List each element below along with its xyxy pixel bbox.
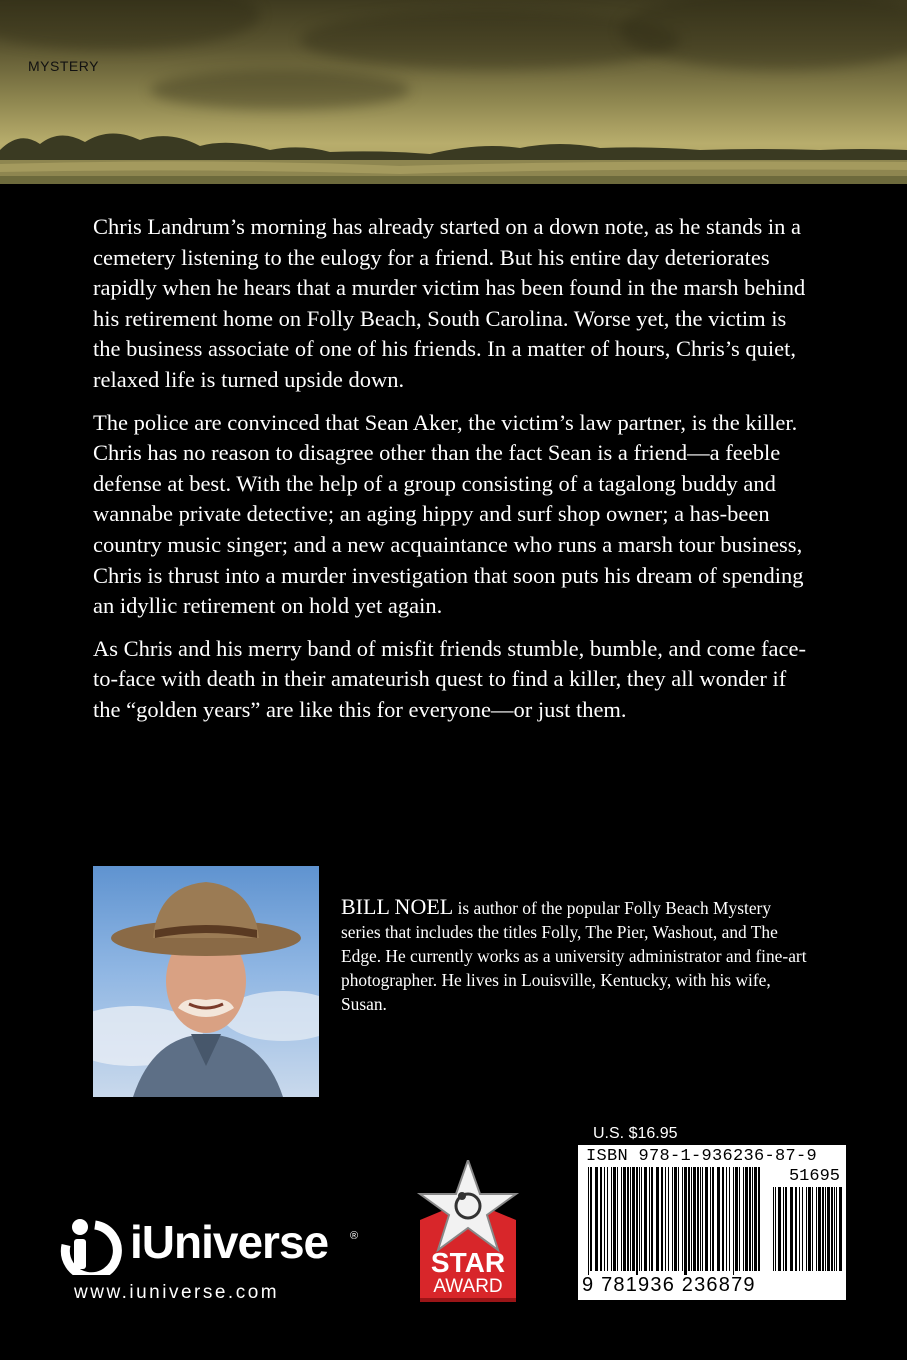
barcode-addon-bar bbox=[839, 1187, 842, 1271]
barcode-bar bbox=[668, 1167, 669, 1271]
barcode-addon-bar bbox=[822, 1187, 824, 1271]
barcode-bar bbox=[604, 1167, 605, 1271]
blurb-paragraph-1: Chris Landrum’s morning has already started on a down note, as he stands in a cemetery listening to the eulogy for a friend. But his entire day deteriorates rapidly when he hears that a murder victim has been found in the marsh behind his retirement home on Folly Beach, South Carolina. Worse yet, the victim is the business associate of one of his friends. In a matter of hours, Chris’s quiet, relaxed life is turned upside down. bbox=[93, 214, 806, 392]
barcode-bar bbox=[607, 1167, 608, 1271]
barcode-bar bbox=[726, 1167, 727, 1271]
isbn-barcode bbox=[578, 1145, 846, 1300]
price-label: U.S. $16.95 bbox=[593, 1125, 678, 1142]
barcode-addon-bar bbox=[808, 1187, 811, 1271]
barcode-bar bbox=[682, 1167, 683, 1271]
barcode-bar bbox=[617, 1167, 618, 1271]
barcode-addon-bar bbox=[825, 1187, 826, 1271]
barcode-bar bbox=[636, 1167, 638, 1275]
barcode-addon-bar bbox=[799, 1187, 800, 1271]
genre-label: MYSTERY bbox=[28, 58, 99, 74]
star-award-badge bbox=[410, 1160, 526, 1304]
iuniverse-person-icon bbox=[60, 1215, 130, 1275]
barcode-bar bbox=[743, 1167, 744, 1271]
barcode-bar bbox=[691, 1167, 692, 1271]
barcode-bar bbox=[590, 1167, 592, 1271]
barcode-bar bbox=[684, 1167, 687, 1275]
barcode-addon-bar bbox=[802, 1187, 803, 1271]
barcode-bar bbox=[710, 1167, 711, 1271]
barcode-bar bbox=[749, 1167, 751, 1271]
barcode-bar bbox=[630, 1167, 631, 1271]
barcode-bar bbox=[700, 1167, 701, 1271]
header-photo bbox=[0, 0, 907, 184]
barcode-bar bbox=[649, 1167, 650, 1271]
barcode-bar bbox=[712, 1167, 714, 1271]
barcode-bar bbox=[702, 1167, 703, 1271]
barcode-addon-bar bbox=[783, 1187, 784, 1271]
barcode-bar bbox=[735, 1167, 738, 1271]
barcode-bar bbox=[651, 1167, 653, 1271]
barcode-addon-bar bbox=[827, 1187, 830, 1271]
barcode-number: 9 781936 236879 bbox=[582, 1274, 756, 1296]
barcode-bar bbox=[600, 1167, 602, 1271]
barcode-bar bbox=[621, 1167, 622, 1271]
barcode-bar bbox=[627, 1167, 629, 1271]
publisher-url: www.iuniverse.com bbox=[74, 1282, 280, 1303]
barcode-bar bbox=[705, 1167, 708, 1271]
barcode-bar bbox=[632, 1167, 635, 1271]
award-text-award: AWARD bbox=[433, 1276, 503, 1297]
barcode-bar bbox=[739, 1167, 740, 1271]
barcode-addon-bar bbox=[785, 1187, 787, 1271]
isbn-text: ISBN 978-1-936236-87-9 bbox=[586, 1147, 818, 1166]
barcode-addon-bar bbox=[778, 1187, 781, 1271]
publisher-logo: iUniverse bbox=[130, 1216, 329, 1268]
barcode-bar bbox=[745, 1167, 748, 1271]
barcode-bar bbox=[661, 1167, 663, 1271]
barcode-bar bbox=[697, 1167, 699, 1271]
barcode-bar bbox=[752, 1167, 753, 1271]
barcode-addon-bar bbox=[806, 1187, 807, 1271]
barcode-bar bbox=[644, 1167, 647, 1271]
barcode-bar bbox=[672, 1167, 673, 1271]
barcode-bar bbox=[717, 1167, 720, 1271]
barcode-bar bbox=[674, 1167, 677, 1271]
author-photo bbox=[93, 866, 319, 1097]
barcode-bar bbox=[693, 1167, 696, 1271]
barcode-addon-bar bbox=[818, 1187, 821, 1271]
barcode-bar bbox=[641, 1167, 642, 1271]
marsh-treeline bbox=[0, 120, 907, 184]
barcode-addon-bar bbox=[775, 1187, 776, 1271]
barcode-addon-bar bbox=[816, 1187, 817, 1271]
author-bio bbox=[341, 895, 811, 1016]
barcode-bar bbox=[623, 1167, 626, 1271]
barcode-bar bbox=[678, 1167, 679, 1271]
blurb-paragraph-3: As Chris and his merry band of misfit friends stumble, bumble, and come face-to-face with death in their amateurish quest to find a killer, they all wonder if the “golden years” are like this for everyone—or just them. bbox=[93, 635, 806, 722]
barcode-addon-bar bbox=[831, 1187, 833, 1271]
barcode-addon-bar bbox=[773, 1187, 774, 1271]
barcode-addon-number: 51695 bbox=[788, 1167, 840, 1186]
barcode-addon-bar bbox=[790, 1187, 793, 1271]
author-name: BILL NOEL bbox=[341, 894, 454, 919]
barcode-bar bbox=[754, 1167, 757, 1271]
author-bio-text: is author of the popular Folly Beach Mystery series that includes the titles Folly, The Pier, Washout, and The Edge. He currently works as a university administrator and fine-art photographer. He lives in Louisville, Kentucky, with his wife, Susan. bbox=[341, 898, 807, 1014]
barcode-addon-bar bbox=[812, 1187, 813, 1271]
barcode-bar bbox=[722, 1167, 724, 1271]
book-description bbox=[93, 212, 813, 738]
barcode-addon-bar bbox=[834, 1187, 835, 1271]
barcode-bar bbox=[729, 1167, 730, 1271]
barcode-addon-bar bbox=[795, 1187, 797, 1271]
barcode-bar bbox=[611, 1167, 612, 1271]
barcode-bar bbox=[758, 1167, 760, 1271]
barcode-bar bbox=[639, 1167, 640, 1271]
barcode-bar bbox=[588, 1167, 589, 1275]
barcode-addon-bar bbox=[836, 1187, 837, 1271]
registered-mark: ® bbox=[350, 1230, 359, 1242]
blurb-paragraph-2: The police are convinced that Sean Aker, the victim’s law partner, is the killer. Chris has no reason to disagree other than the fact Sean is a friend—a feeble defense at best. With the help of a group consisting of a tagalong buddy and wannabe private detective; an aging hippy and surf shop owner; a has-been country music singer; and a new acquaintance who runs a marsh tour business, Chris is thrust into a murder investigation that soon puts his dream of spending an idyllic retirement on hold yet again. bbox=[93, 409, 804, 619]
barcode-bar bbox=[688, 1167, 690, 1271]
barcode-bar bbox=[665, 1167, 666, 1271]
barcode-bar bbox=[595, 1167, 598, 1271]
barcode-bar bbox=[613, 1167, 616, 1271]
barcode-bar bbox=[733, 1167, 734, 1275]
award-text-star: STAR bbox=[430, 1247, 506, 1278]
barcode-bar bbox=[656, 1167, 659, 1271]
